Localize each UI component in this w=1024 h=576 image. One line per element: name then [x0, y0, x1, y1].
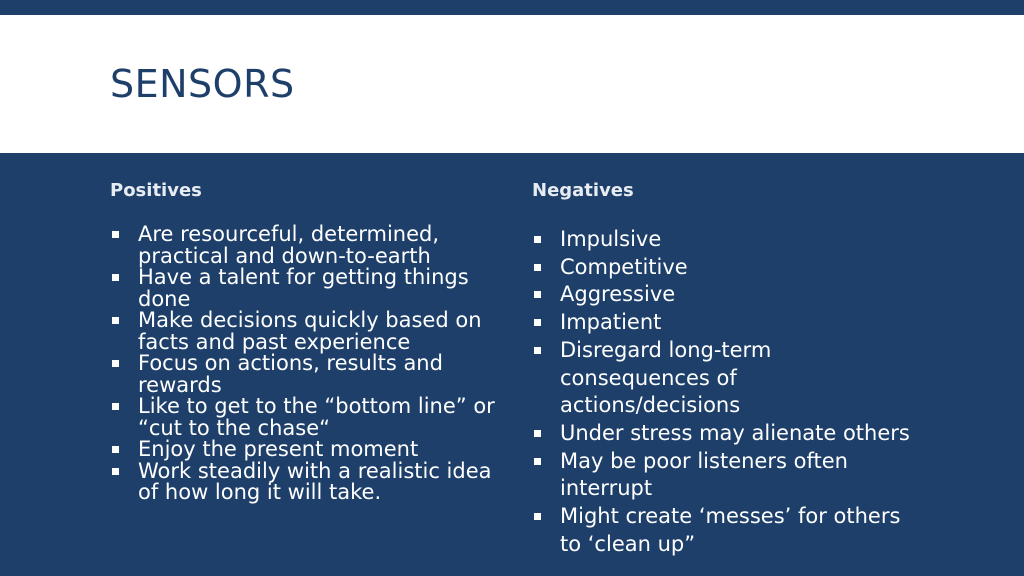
list-item: [532, 254, 922, 282]
list-item: [110, 267, 500, 310]
list-item-text: Focus on actions, results and rewards: [138, 351, 443, 397]
slide-title: SENSORS: [110, 62, 295, 106]
list-item: [532, 448, 922, 503]
list-item: [110, 310, 500, 353]
square-bullet-icon: [534, 430, 541, 437]
square-bullet-icon: [534, 264, 541, 271]
square-bullet-icon: [534, 347, 541, 354]
list-item-text: May be poor listeners often interrupt: [560, 448, 848, 501]
list-item-text: Like to get to the “bottom line” or “cut to the chase“: [138, 394, 495, 440]
square-bullet-icon: [534, 513, 541, 520]
square-bullet-icon: [112, 446, 119, 453]
list-item: [532, 226, 922, 254]
list-item-text: Work steadily with a realistic idea of how long it will take.: [138, 458, 492, 504]
list-item-text: Disregard long-term consequences of actions/decisions: [560, 337, 772, 418]
list-item-text: Are resourceful, determined, practical and down-to-earth: [138, 222, 440, 268]
list-item-text: Under stress may alienate others: [560, 420, 910, 445]
list-item-text: Have a talent for getting things done: [138, 265, 469, 311]
list-item-text: Competitive: [560, 254, 688, 279]
list-item: [532, 281, 922, 309]
top-accent-band: [0, 0, 1024, 15]
list-item-text: Impulsive: [560, 227, 662, 251]
negatives-heading: Negatives: [532, 180, 634, 201]
list-item: [110, 224, 500, 267]
square-bullet-icon: [534, 291, 541, 298]
square-bullet-icon: [112, 231, 119, 238]
square-bullet-icon: [534, 319, 541, 326]
list-item: [532, 420, 922, 448]
square-bullet-icon: [534, 236, 541, 243]
list-item: [532, 337, 922, 420]
square-bullet-icon: [112, 468, 119, 475]
list-item: [532, 503, 922, 558]
list-item-text: Make decisions quickly based on facts and past experience: [138, 308, 482, 354]
negatives-list: [532, 226, 922, 558]
square-bullet-icon: [534, 458, 541, 465]
list-item-text: Aggressive: [560, 282, 676, 307]
positives-list: [110, 224, 500, 504]
list-item-text: Impatient: [560, 310, 662, 335]
list-item: [110, 458, 500, 504]
list-item: [110, 353, 500, 396]
list-item: [110, 439, 500, 461]
square-bullet-icon: [112, 360, 119, 367]
list-item: [110, 396, 500, 439]
list-item: [532, 309, 922, 337]
list-item-text: Enjoy the present moment: [138, 437, 419, 461]
square-bullet-icon: [112, 274, 119, 281]
square-bullet-icon: [112, 317, 119, 324]
list-item-text: Might create ‘messes’ for others to ‘clean up”: [560, 504, 901, 556]
square-bullet-icon: [112, 403, 119, 410]
positives-heading: Positives: [110, 180, 202, 201]
